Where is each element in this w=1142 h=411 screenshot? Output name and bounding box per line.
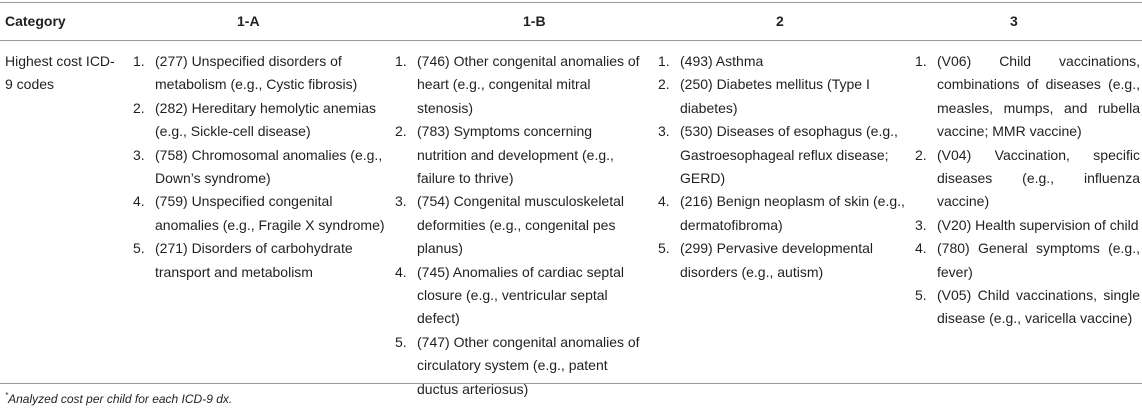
list-item-number: 2. [658, 76, 670, 93]
list-item-text: (493) Asthma [680, 53, 764, 69]
list-item-number: 3. [915, 216, 927, 233]
list-item-text: (250) Diabetes mellitus (Type I diabetes) [680, 76, 870, 116]
list-item-number: 2. [915, 146, 927, 163]
list-item-text: (530) Diseases of esophagus (e.g., Gastroesophageal reflux disease; GERD) [680, 123, 898, 187]
list-item-text: (780) General symptoms (e.g., fever) [937, 240, 1140, 280]
header-2: 2 [776, 13, 784, 29]
header-1a: 1-A [237, 13, 260, 29]
list-item-number: 1. [133, 53, 145, 69]
list-item-number: 5. [658, 240, 670, 257]
list-item-number: 5. [395, 333, 407, 350]
list-item-text: (V05) Child vaccinations, single disease (e.g., varicella vaccine) [937, 287, 1140, 327]
header-3: 3 [1010, 13, 1018, 29]
list-item [133, 190, 395, 237]
list-item-text: (V06) Child vaccinations, combinations of diseases (e.g., measles, mumps, and rubella vaccine; MMR vaccine) [937, 53, 1140, 140]
list-item [658, 50, 908, 73]
list-item-number: 3. [395, 193, 407, 210]
column-2-list [658, 50, 908, 284]
table-bottom-rule [0, 383, 1142, 384]
list-item-text: (271) Disorders of carbohydrate transport and metabolism [155, 240, 353, 280]
list-item [915, 237, 1140, 284]
list-item-number: 5. [915, 287, 927, 304]
list-item-number: 4. [915, 240, 927, 257]
column-1a-list [133, 50, 395, 284]
list-item-number: 2. [133, 99, 145, 116]
list-item-number: 1. [915, 53, 927, 69]
list-item-text: (V04) Vaccination, specific diseases (e.g., influenza vaccine) [937, 146, 1140, 210]
list-item-number: 4. [133, 193, 145, 210]
header-bottom-rule [0, 40, 1142, 41]
header-1b: 1-B [523, 13, 546, 29]
list-item [658, 120, 908, 190]
list-item [133, 97, 395, 144]
list-item [658, 190, 908, 237]
list-item [915, 214, 1140, 237]
list-item-text: (758) Chromosomal anomalies (e.g., Down’s syndrome) [155, 146, 383, 187]
list-item [395, 120, 645, 190]
list-item-text: (299) Pervasive developmental disorders (e.g., autism) [680, 240, 873, 280]
list-item-text: (759) Unspecified congenital anomalies (e.g., Fragile X syndrome) [155, 193, 385, 233]
list-item-text: (754) Congenital musculoskeletal deformities (e.g., congenital pes planus) [417, 193, 624, 257]
list-item-text: (216) Benign neoplasm of skin (e.g., dermatofibroma) [680, 193, 905, 233]
list-item [915, 284, 1140, 331]
list-item-number: 1. [395, 53, 407, 69]
row-label: Highest cost ICD-9 codes [5, 53, 115, 93]
list-item-text: (277) Unspecified disorders of metabolism (e.g., Cystic fibrosis) [155, 53, 358, 93]
list-item [395, 331, 645, 401]
list-item [133, 50, 395, 97]
list-item [395, 261, 645, 331]
list-item [915, 144, 1140, 214]
list-item-number: 3. [658, 123, 670, 140]
list-item-number: 5. [133, 240, 145, 257]
footnote-text: Analyzed cost per child for each ICD-9 dx. [8, 392, 233, 406]
list-item [395, 50, 645, 120]
list-item-number: 3. [133, 146, 145, 163]
list-item-text: (282) Hereditary hemolytic anemias (e.g., Sickle-cell disease) [155, 99, 376, 140]
list-item-number: 4. [395, 263, 407, 280]
footnote-marker: * [5, 391, 9, 400]
list-item-number: 2. [395, 123, 407, 140]
list-item-text: (747) Other congenital anomalies of circulatory system (e.g., patent ductus arteriosus) [417, 333, 640, 397]
list-item [133, 237, 395, 284]
list-item-text: (783) Symptoms concerning nutrition and development (e.g., failure to thrive) [417, 123, 614, 187]
table-top-rule [0, 2, 1142, 3]
list-item-text: (746) Other congenital anomalies of heart (e.g., congenital mitral stenosis) [417, 53, 640, 116]
list-item [658, 237, 908, 284]
column-1b-list [395, 50, 645, 401]
header-category: Category [5, 13, 66, 29]
column-3-list [915, 50, 1140, 331]
list-item-text: (V20) Health supervision of child [937, 216, 1139, 233]
table-footnote [5, 392, 232, 406]
list-item-number: 1. [658, 53, 670, 69]
list-item [133, 144, 395, 191]
list-item [915, 50, 1140, 144]
list-item-number: 4. [658, 193, 670, 210]
list-item [658, 73, 908, 120]
list-item-text: (745) Anomalies of cardiac septal closure (e.g., ventricular septal defect) [417, 263, 624, 327]
list-item [395, 190, 645, 260]
